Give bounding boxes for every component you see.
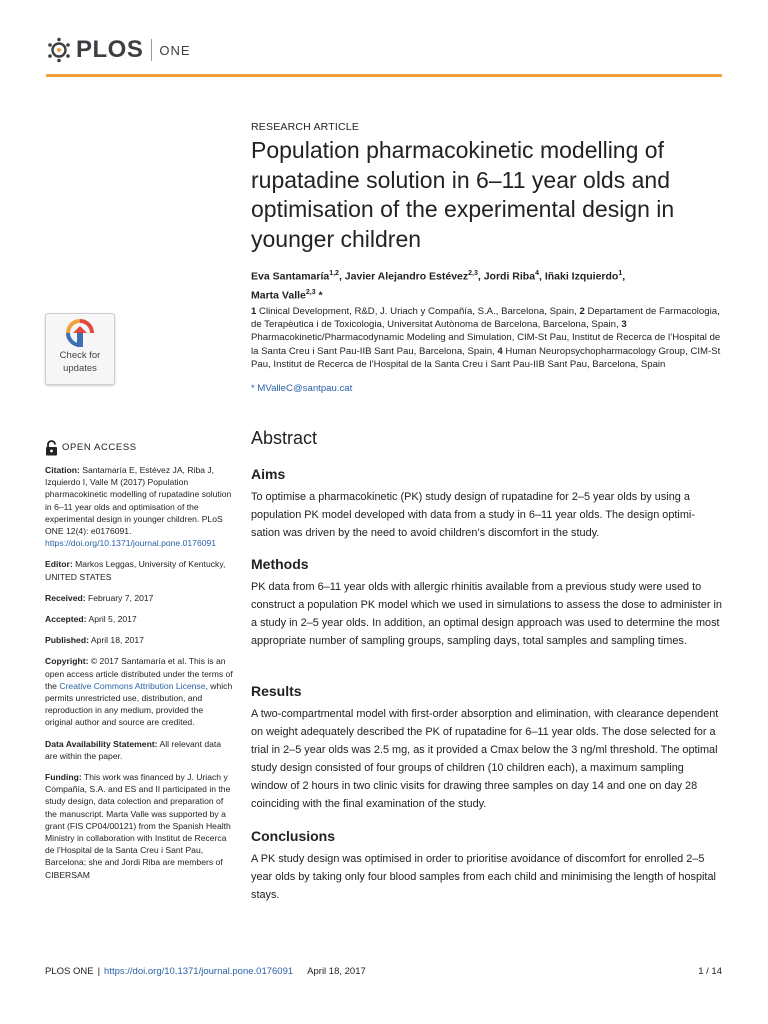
author-affiliation-sup: 2,3 <box>305 288 316 296</box>
affiliation-text: Departament de Farmacologia, de Terapèutica i de Toxicologia, Universitat Autònoma de Barcelona, Barcelona, Spain, <box>251 306 720 331</box>
logo-divider <box>151 39 152 61</box>
open-access-label <box>45 440 233 456</box>
editor-text: Markos Leggas, University of Kentucky, UNITED STATES <box>45 559 226 582</box>
citation-label: Citation: <box>45 465 80 475</box>
page-footer <box>45 966 722 977</box>
affiliation-number: 4 <box>497 345 503 357</box>
journal-name: ONE <box>159 42 191 58</box>
citation-text: Santamaría E, Estévez JA, Riba J, Izquierdo I, Valle M (2017) Population pharmacokinetic modelling of rupatadine solution in 6–11 year olds and optimisation of the experimental design in younger children. PLoS ONE 12(4): e0176091. <box>45 465 232 537</box>
citation-block <box>45 464 233 549</box>
author-affiliation-sup: 1,2 <box>329 270 339 277</box>
affiliation-text: Clinical Development, R&D, J. Uriach y Compañía, S.A., Barcelona, Spain, <box>256 306 580 317</box>
article-title: Population pharmacokinetic modelling of rupatadine solution in 6–11 year olds and optimisation of the experimental design in younger children <box>251 137 675 252</box>
author-affiliation-sup: 1 <box>618 270 623 277</box>
author-separator: , <box>622 270 626 283</box>
author-separator: , <box>477 270 484 283</box>
author-separator: , <box>538 270 545 283</box>
brand-name: PLOS <box>76 36 144 63</box>
author-separator: * <box>315 289 323 301</box>
plos-one-logo[interactable] <box>46 34 191 66</box>
data-availability-block <box>45 738 233 762</box>
conclusions-text: A PK study design was optimised in order to prioritise avoidance of discomfort for enrolled 2–5 year olds by taking only four blood samples from each child and minimising the length of hospital stays. <box>251 853 716 902</box>
footer-journal: PLOS ONE <box>45 966 94 977</box>
funding-block <box>45 771 233 881</box>
funding-label: Funding: <box>45 772 82 783</box>
open-lock-icon <box>45 440 58 456</box>
updates-label-line1: Check for <box>59 350 101 361</box>
author-name[interactable]: Javier Alejandro Estévez <box>344 270 469 283</box>
plos-logo-icon <box>46 37 72 63</box>
author-list <box>251 266 721 303</box>
author-name[interactable]: Jordi Riba <box>483 270 536 283</box>
editor-block <box>45 558 233 582</box>
check-for-updates-button[interactable] <box>45 313 115 385</box>
affiliation-number: 1 <box>251 306 257 317</box>
received-block <box>45 592 233 604</box>
footer-separator: | <box>97 966 101 977</box>
affiliation-text: Pharmacokinetic/Pharmacodynamic Modeling and Simulation, CIM-St Pau, Institut de Recerca de l’Hospital de la Santa Creu i Sant Pau-IIB Sant Pau, Barcelona, Spain, <box>251 332 721 357</box>
updates-badge-icon <box>66 319 94 349</box>
author-separator: , <box>338 270 345 283</box>
open-access-text: OPEN ACCESS <box>62 441 137 453</box>
abstract-heading: Abstract <box>251 428 318 448</box>
copyright-label: Copyright: <box>45 656 89 667</box>
license-link[interactable]: Creative Commons Attribution License <box>59 680 206 691</box>
affiliation-number: 2 <box>579 306 585 317</box>
footer-doi-link[interactable]: https://doi.org/10.1371/journal.pone.0176091 <box>104 966 294 977</box>
affiliations <box>251 305 721 371</box>
data-availability-label: Data Availability Statement: <box>45 738 158 749</box>
accepted-block <box>45 613 233 625</box>
article-type: RESEARCH ARTICLE <box>251 121 360 133</box>
author-name[interactable]: Eva Santamaría <box>251 270 330 283</box>
author-affiliation-sup: 2,3 <box>468 270 478 277</box>
data-availability-text: All relevant data are within the paper. <box>45 738 222 761</box>
results-text: A two-compartmental model with first-order absorption and elimination, with clearance dependent on weight adequately described the PK of rupatadine for 6–11 year olds. The dose selected for a trial in 2–5 year olds was 2.5 mg, as it provided a Cmax below the 3 ng/ml threshold. The optimal study design consisted of four groups of children (10 children each), a maximum sampling window of 2 hours in two clinic visits for drawing three samples on day 14 and one on day 28 coinciding with the final examination of the study. <box>251 708 719 811</box>
results-heading: Results <box>251 683 302 699</box>
article-info-sidebar <box>45 440 233 890</box>
methods-text: PK data from 6–11 year olds with allergic rhinitis available from a previous study were used to construct a population PK model which we used in simulations to assess the dose to administer in a study in 2–5 year olds. In addition, an optimal design approach was used to determine the most appropriate number of sampling groups, sampling days, total samples and sampling times. <box>251 581 722 648</box>
affiliation-text: Human Neuropsychopharmacology Group, CIM-St Pau, Institut de Recerca de l’Hospital de la Santa Creu i Sant Pau-IIB Sant Pau, Barcelona, Spain <box>251 345 721 370</box>
copyright-text-2: , which permits unrestricted use, distribution, and reproduction in any medium, provided the original author and source are credited. <box>45 680 233 728</box>
conclusions-heading: Conclusions <box>251 828 336 844</box>
editor-label: Editor: <box>45 559 73 570</box>
published-date: April 18, 2017 <box>88 635 144 646</box>
methods-heading: Methods <box>251 556 309 572</box>
corresponding-mark: * <box>251 383 255 394</box>
published-label: Published: <box>45 635 89 646</box>
updates-label-line2: updates <box>63 362 97 374</box>
author-name[interactable]: Marta Valle <box>251 289 306 301</box>
page-number: 1 / 14 <box>698 966 722 977</box>
accepted-label: Accepted: <box>45 614 87 625</box>
copyright-text-1: © 2017 Santamaría et al. This is an open access article distributed under the terms of the <box>45 656 233 691</box>
copyright-block <box>45 655 233 728</box>
aims-text: To optimise a pharmacokinetic (PK) study design of rupatadine for 2–5 year olds by using a population PK model developed with data from a study in 6–11 year olds. The design optimi-sation was driven by the need to avoid children’s discomfort in the study. <box>251 491 695 540</box>
affiliation-number: 3 <box>621 319 627 331</box>
author-name[interactable]: Iñaki Izquierdo <box>544 270 619 283</box>
header-rule <box>46 74 722 77</box>
aims-heading: Aims <box>251 466 286 482</box>
funding-text: This work was financed by J. Uriach y Compañía, S.A. and ES and II participated in the study design, data colection and preparation of the manuscript. Marta Valle was supported by a grant (FIS CP04/00121) from the Spanish Health Ministry in collaboration with Institut de Recerca de l’Hospital de la Santa Creu i Sant Pau, Barcelona; she and Jordi Riba are members of CIBERSAM <box>45 772 231 880</box>
citation-doi-link[interactable]: https://doi.org/10.1371/journal.pone.0176091 <box>45 538 217 549</box>
received-label: Received: <box>45 592 86 603</box>
corresponding-author <box>251 383 352 394</box>
received-date: February 7, 2017 <box>85 592 154 603</box>
author-affiliation-sup: 4 <box>535 270 539 277</box>
footer-date: April 18, 2017 <box>307 966 366 977</box>
published-block <box>45 634 233 646</box>
corresponding-email-link[interactable]: MValleC@santpau.cat <box>257 383 353 394</box>
accepted-date: April 5, 2017 <box>86 614 137 625</box>
